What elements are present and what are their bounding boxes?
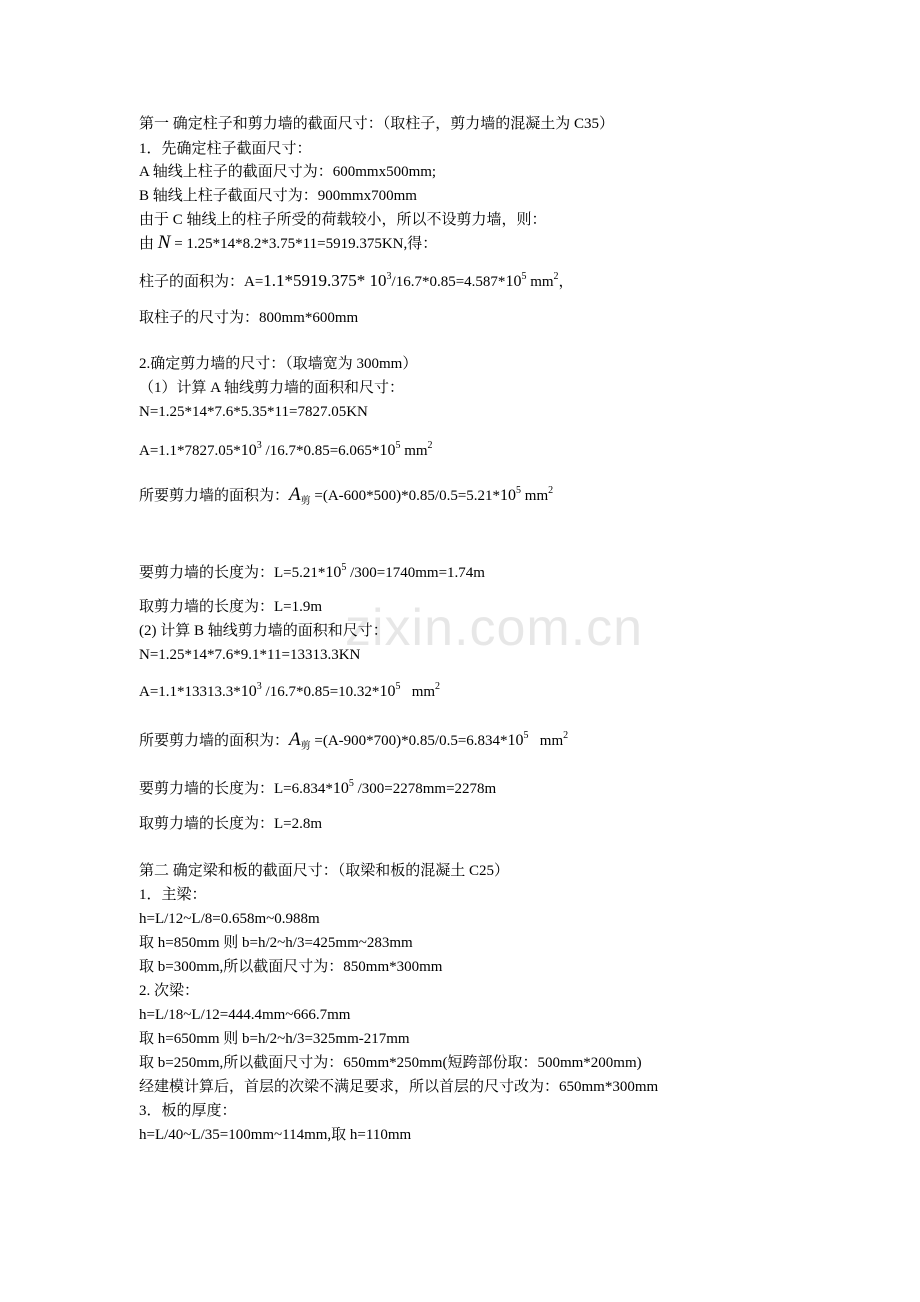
column-area-formula: 柱子的面积为：A=1.1*5919.375* $10^3/16.7*0.85=4.587*10^5$ $mm^2$， <box>139 271 574 290</box>
section2-heading: 第二 确定梁和板的截面尺寸：（取梁和板的混凝土 C25） <box>139 863 510 879</box>
wall-b-title: (2) 计算 B 轴线剪力墙的面积和尺寸： <box>139 623 388 639</box>
secondary-beam-size: 取 b=250mm,所以截面尺寸为：650mm*250mm(短跨部份取：500mm*200mm) <box>139 1055 642 1071</box>
section1-heading: 第一 确定柱子和剪力墙的截面尺寸：（取柱子，剪力墙的混凝土为 C35） <box>139 116 615 132</box>
wall-a-length: 要剪力墙的长度为：$L=5.21*10^5$ /300=1740mm=1.74m <box>139 562 485 581</box>
wall-a-take: 取剪力墙的长度为：L=1.9m <box>139 599 323 615</box>
slab-title: 3．板的厚度： <box>139 1103 237 1119</box>
wall-title: 2.确定剪力墙的尺寸：（取墙宽为 300mm） <box>139 356 418 372</box>
secondary-beam-title: 2. 次梁： <box>139 983 200 999</box>
slab-thickness: h=L/40~L/35=100mm~114mm,取 h=110mm <box>139 1127 412 1143</box>
wall-a-required-area: 所要剪力墙的面积为：$A_剪 =(A-600*500)*0.85/0.5=5.21*10^5$ $mm^2$ <box>139 484 554 507</box>
secondary-beam-width: 取 h=650mm 则 b=h/2~h/3=325mm-217mm <box>139 1031 410 1047</box>
wall-b-force: N=1.25*14*7.6*9.1*11=13313.3KN <box>139 647 361 663</box>
main-beam-width: 取 h=850mm 则 b=h/2~h/3=425mm~283mm <box>139 935 413 951</box>
wall-b-take: 取剪力墙的长度为：L=2.8m <box>139 816 323 832</box>
secondary-beam-height: h=L/18~L/12=444.4mm~666.7mm <box>139 1007 351 1023</box>
wall-b-required-area: 所要剪力墙的面积为：$A_剪 =(A-900*700)*0.85/0.5=6.834*10^5$ $mm^2$ <box>139 729 569 752</box>
watermark: zixin.com.cn <box>345 599 644 657</box>
secondary-beam-note: 经建模计算后，首层的次梁不满足要求，所以首层的尺寸改为：650mm*300mm <box>139 1079 659 1095</box>
column-size-result: 取柱子的尺寸为：800mm*600mm <box>139 310 359 326</box>
main-beam-height: h=L/12~L/8=0.658m~0.988m <box>139 911 320 927</box>
wall-b-area-formula: $A=1.1*13313.3*10^3$ $/16.7*0.85=10.32*10^5$ $mm^2$ <box>139 681 441 700</box>
column-title: 1．先确定柱子截面尺寸： <box>139 141 312 157</box>
wall-b-length: 要剪力墙的长度为：$L=6.834*10^5$ /300=2278mm=2278m <box>139 778 497 797</box>
main-beam-title: 1．主梁： <box>139 887 207 903</box>
main-beam-size: 取 b=300mm,所以截面尺寸为：850mm*300mm <box>139 959 443 975</box>
column-b-size: B 轴线上柱子截面尺寸为：900mmx700mm <box>139 188 417 204</box>
axial-force-formula: 由 N = 1.25*14*8.2*3.75*11=5919.375KN,得： <box>139 232 438 253</box>
wall-a-area-formula: $A=1.1*7827.05*10^3$ $/16.7*0.85=6.065*10^5$ $mm^2$ <box>139 440 433 459</box>
wall-a-force: N=1.25*14*7.6*5.35*11=7827.05KN <box>139 404 368 420</box>
column-c-note: 由于 C 轴线上的柱子所受的荷载较小，所以不设剪力墙，则： <box>139 212 547 228</box>
wall-a-title: （1）计算 A 轴线剪力墙的面积和尺寸： <box>139 380 405 396</box>
column-a-size: A 轴线上柱子的截面尺寸为：600mmx500mm; <box>139 164 437 180</box>
